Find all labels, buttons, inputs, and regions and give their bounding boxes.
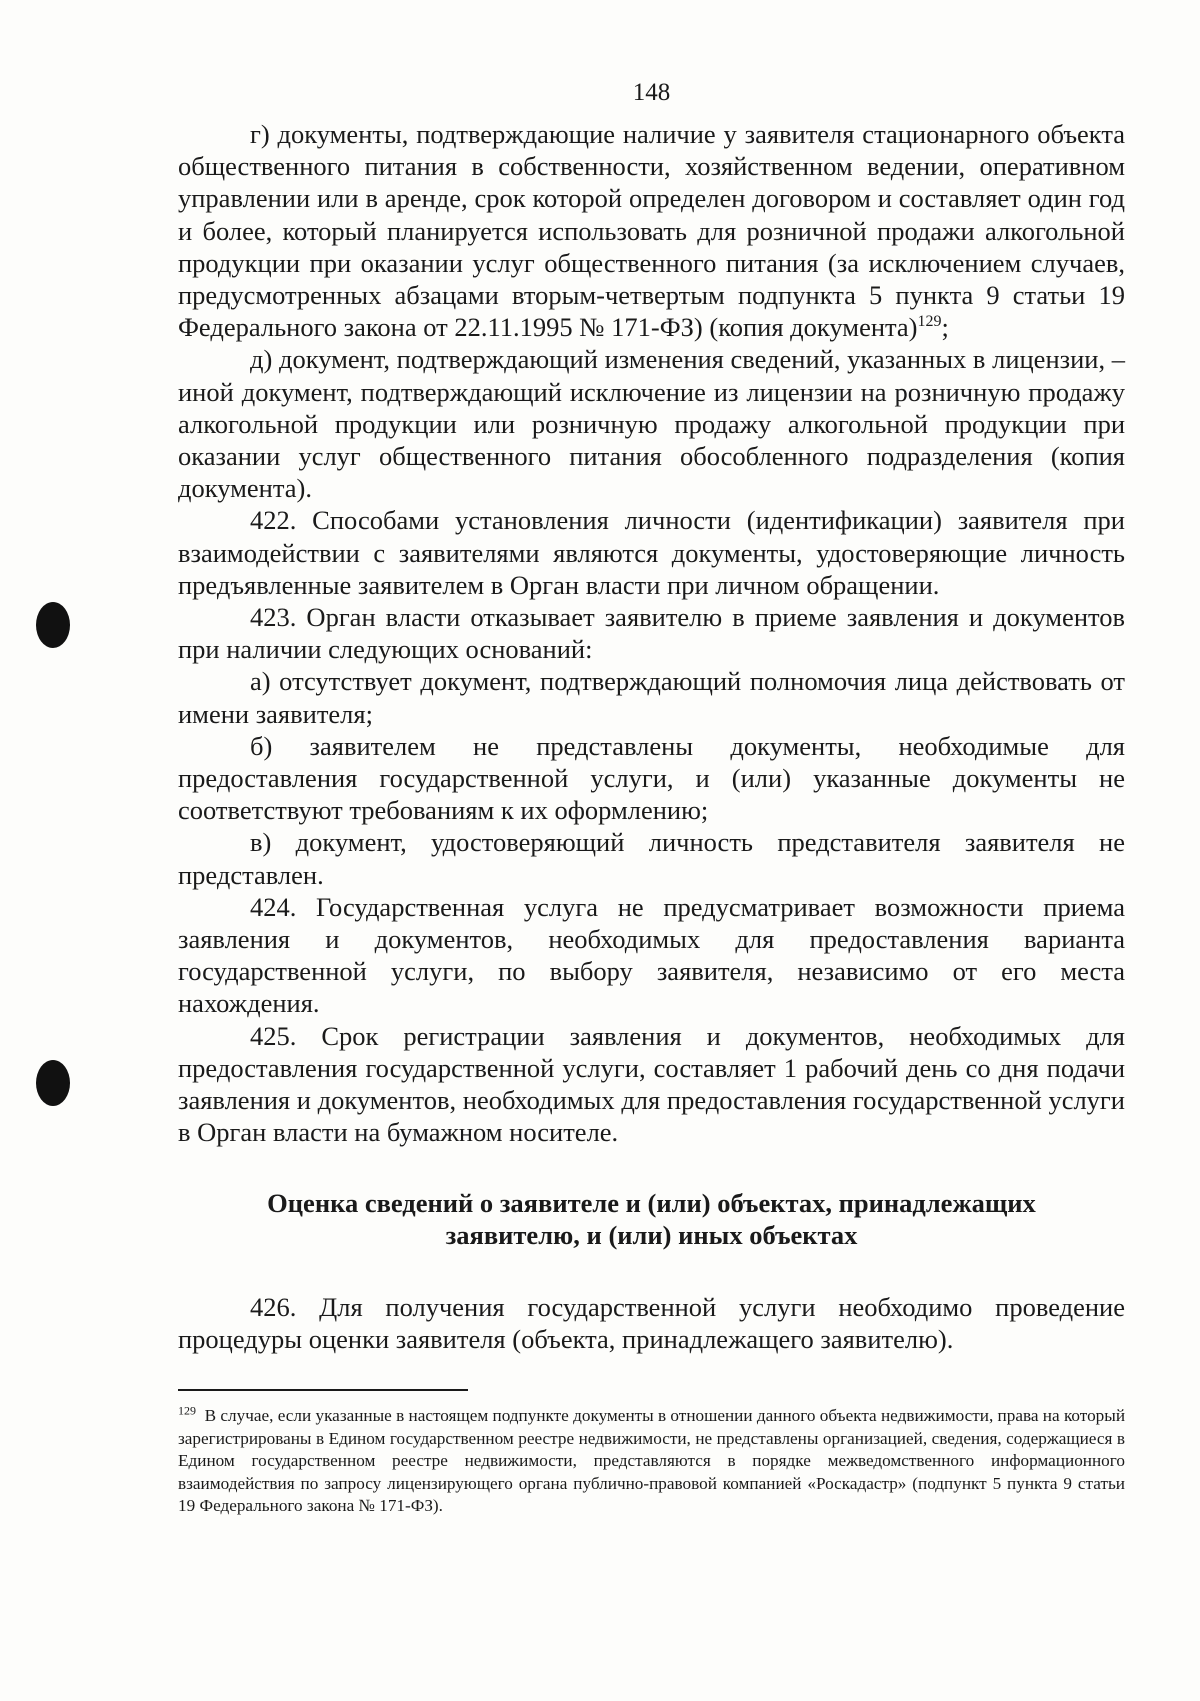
footnote-text: В случае, если указанные в настоящем подпункте документы в отношении данного объекта недвижимости, права на который зарегистрированы в Едином государственном реестре недвижимости, не представлены организацией, сведения, содержащиеся в Едином государственном реестре недвижимости, представляются в порядке межведомственного информационного взаимодействия по запросу лицензирующего органа публично-правовой компанией «Роскадастр» (подпункт 5 пункта 9 статьи 19 Федерального закона № 171-ФЗ).	[178, 1405, 1126, 1516]
section-heading-line1: Оценка сведений о заявителе и (или) объектах, принадлежащих	[267, 1187, 1036, 1218]
paragraph-423-a: а) отсутствует документ, подтверждающий полномочия лица действовать от имени заявителя;	[178, 666, 1125, 729]
paragraph-423-b: б) заявителем не представлены документы, необходимые для предоставления государственной услуги, и (или) указанные документы не соответствуют требованиям к их оформлению;	[178, 730, 1125, 826]
paragraph-426: 426. Для получения государственной услуги необходимо проведение процедуры оценки заявителя (объекта, принадлежащего заявителю).	[178, 1291, 1125, 1354]
footnote-number: 129	[178, 1403, 196, 1418]
paragraph-423: 423. Орган власти отказывает заявителю в приеме заявления и документов при наличии следующих оснований:	[178, 602, 1125, 665]
paragraph-g	[178, 118, 1125, 343]
punch-hole-lower	[36, 1060, 70, 1106]
footnote-reference[interactable]: 129	[917, 313, 942, 331]
paragraph-tail: ;	[941, 312, 949, 343]
paragraph-text: г) документы, подтверждающие наличие у заявителя стационарного объекта общественного питания в собственности, хозяйственном ведении, оперативном управлении или в аренде, срок которой определен договором и составляет один год и более, который планируется использовать для розничной продажи алкогольной продукции при оказании услуг общественного питания (за исключением случаев, предусмотренных абзацами вторым-четвертым подпункта 5 пункта 9 статьи 19 Федерального закона от 22.11.1995 № 171-ФЗ) (копия документа)	[178, 119, 1125, 343]
section-heading-line2: заявителю, и (или) иных объектах	[445, 1219, 858, 1250]
paragraph-425: 425. Срок регистрации заявления и документов, необходимых для предоставления государственной услуги, составляет 1 рабочий день со дня подачи заявления и документов, необходимых для предоставления государственной услуги в Орган власти на бумажном носителе.	[178, 1020, 1125, 1148]
document-page	[178, 78, 1125, 1518]
footnote-separator	[178, 1389, 468, 1391]
footnote	[178, 1405, 1125, 1518]
section-heading	[178, 1187, 1125, 1251]
paragraph-422: 422. Способами установления личности (идентификации) заявителя при взаимодействии с заявителями являются документы, удостоверяющие личность предъявленные заявителем в Орган власти при личном обращении.	[178, 505, 1125, 600]
punch-hole-upper	[36, 602, 70, 648]
paragraph-424: 424. Государственная услуга не предусматривает возможности приема заявления и документов, необходимых для предоставления варианта государственной услуги, по выбору заявителя, независимо от его места нахождения.	[178, 891, 1125, 1019]
paragraph-d: д) документ, подтверждающий изменения сведений, указанных в лицензии, – иной документ, подтверждающий исключение из лицензии на розничную продажу алкогольной продукции или розничную продажу алкогольной продукции при оказании услуг общественного питания обособленного подразделения (копия документа).	[178, 344, 1125, 504]
paragraph-423-v: в) документ, удостоверяющий личность представителя заявителя не представлен.	[178, 827, 1125, 890]
page-number: 148	[632, 79, 671, 106]
